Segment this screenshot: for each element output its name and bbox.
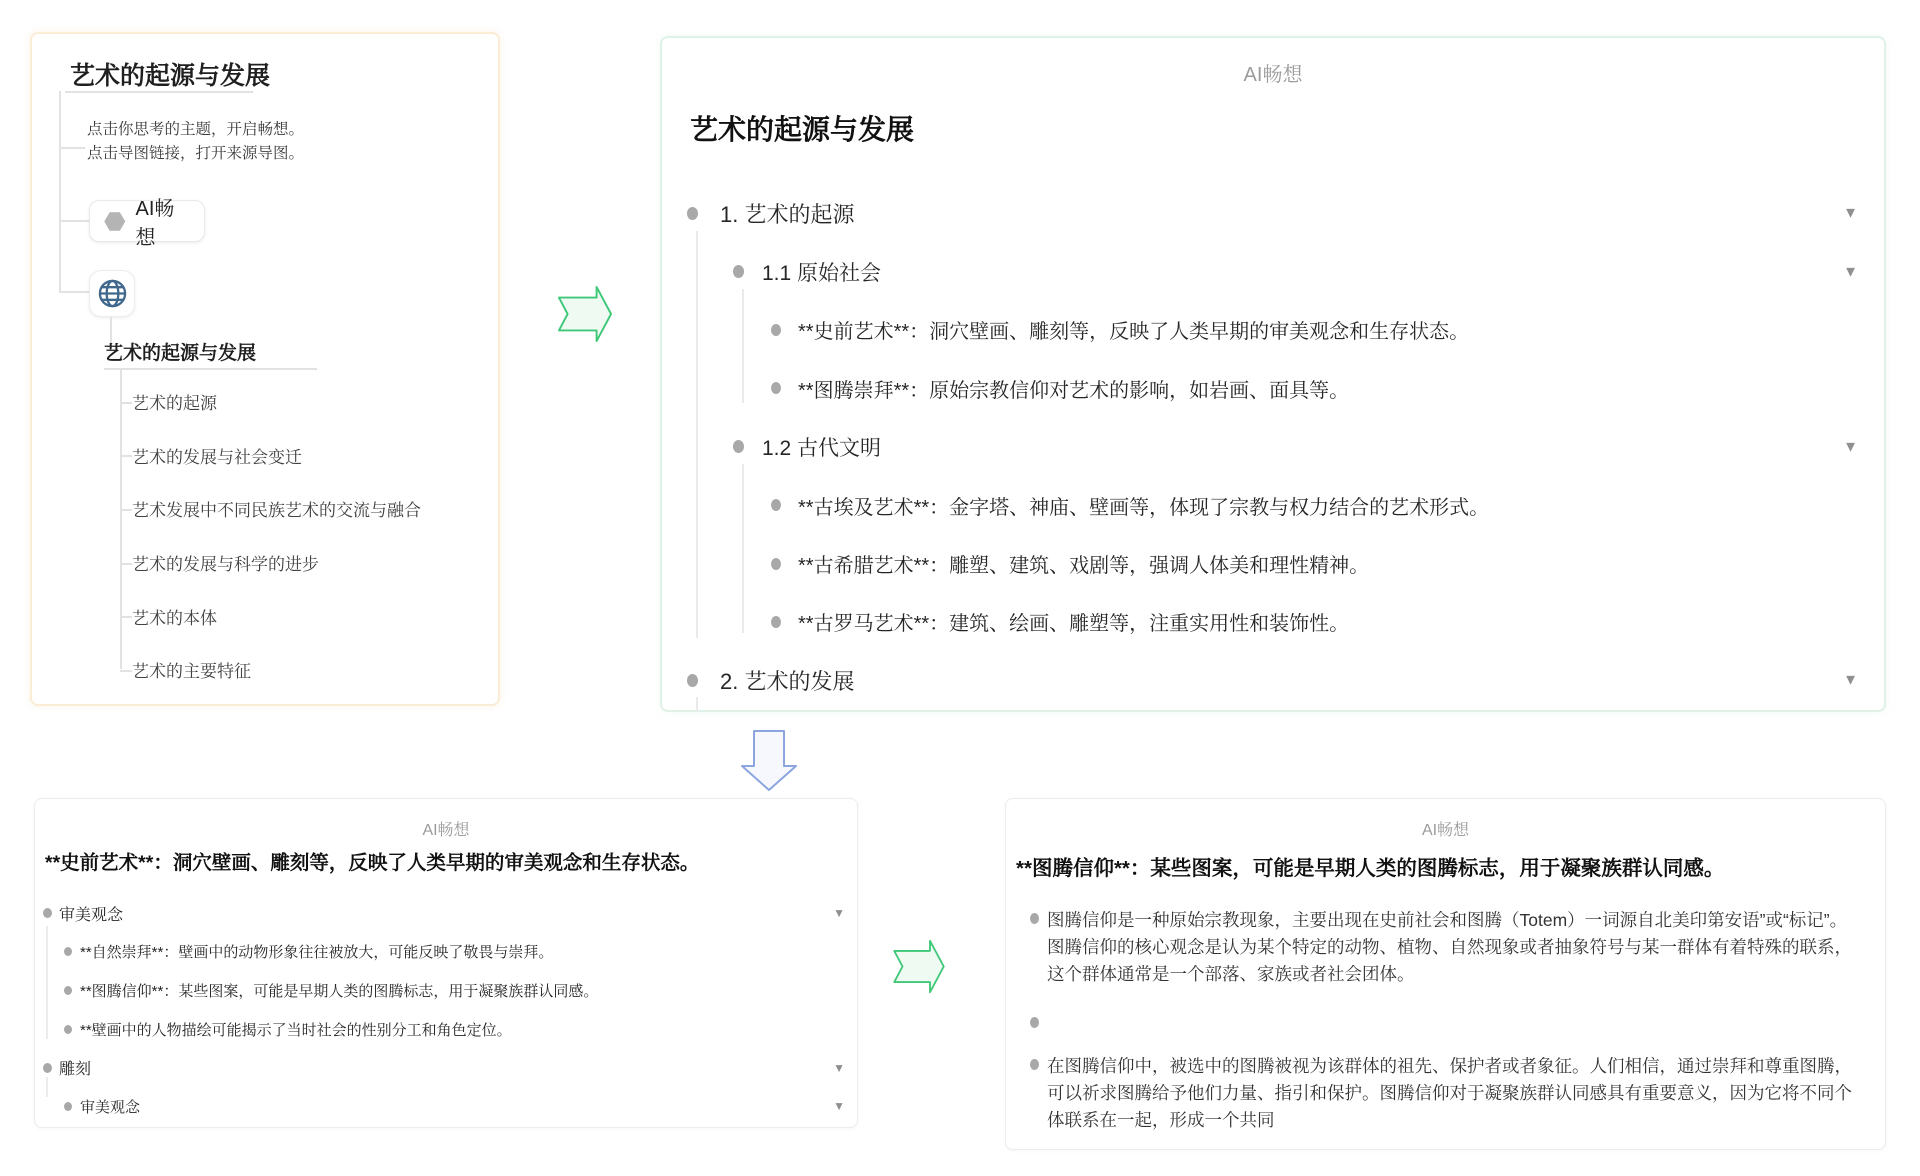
outline-row[interactable] (662, 184, 1884, 242)
hint-text (87, 118, 304, 166)
row-label[interactable]: **图腾信仰**：某些图案，可能是早期人类的图腾标志，用于凝聚族群认同感。 (80, 982, 599, 1000)
outline-row[interactable] (662, 359, 1884, 417)
outline-row[interactable] (35, 1010, 857, 1049)
row-label[interactable]: 1.2 古代文明 (762, 436, 882, 460)
paragraph-text: 图腾信仰是一种原始宗教现象，主要出现在史前社会和图腾（Totem）一词源自北美印第安语”或“标记”。图腾信仰的核心观念是认为某个特定的动物、植物、自然现象或者抽象符号与某一群体有着特殊的联系，这个群体通常是一个部落、家族或者社会团体。 (1047, 910, 1852, 984)
globe-icon (97, 278, 128, 309)
detail-panel-prehistoric (34, 798, 858, 1128)
node-underline (104, 368, 317, 370)
tree-connector (120, 368, 122, 669)
row-label[interactable]: **古罗马艺术**：建筑、绘画、雕塑等，注重实用性和装饰性。 (798, 613, 1350, 636)
tree-connector (59, 91, 61, 292)
mindmap-item[interactable]: 艺术的本体 (132, 589, 490, 643)
collapse-caret-icon[interactable]: ▼ (1843, 204, 1858, 222)
mindmap-item[interactable]: 艺术的起源 (132, 375, 490, 429)
mindmap-panel (30, 32, 500, 706)
bullet-icon (64, 947, 72, 956)
flow-arrow-down-icon (740, 729, 798, 792)
row-label[interactable]: 审美观念 (80, 1098, 141, 1116)
bullet-icon (43, 1063, 52, 1073)
tree-connector (59, 291, 89, 293)
outline-row[interactable] (35, 1048, 857, 1087)
collapse-caret-icon[interactable]: ▼ (833, 1099, 845, 1114)
paragraph-item[interactable] (1030, 907, 1859, 988)
row-label[interactable]: 雕刻 (59, 1061, 92, 1079)
ai-outline-panel (660, 36, 1886, 712)
row-label[interactable]: 审美观念 (59, 906, 124, 924)
hint-line: 点击你思考的主题，开启畅想。 (87, 121, 305, 138)
flow-arrow-right-icon (557, 284, 613, 344)
outline-row[interactable] (35, 971, 857, 1010)
collapse-caret-icon[interactable]: ▼ (833, 1060, 845, 1075)
row-label[interactable]: **自然崇拜**：壁画中的动物形象往往被放大，可能反映了敬畏与崇拜。 (80, 944, 554, 962)
outline-row[interactable] (35, 1087, 857, 1126)
hexagon-icon (103, 209, 127, 234)
tree-connector (59, 147, 85, 149)
outline-row[interactable] (662, 593, 1884, 651)
panel-header: AI畅想 (1243, 64, 1303, 86)
detail-title: **图腾信仰**：某些图案，可能是早期人类的图腾标志，用于凝聚族群认同感。 (1016, 857, 1725, 880)
mindmap-root-title[interactable]: 艺术的起源与发展 (70, 62, 271, 90)
row-label[interactable]: **史前艺术**：洞穴壁画、雕刻等，反映了人类早期的审美观念和生存状态。 (798, 321, 1470, 344)
outline-row[interactable] (662, 651, 1884, 709)
paragraph-item[interactable] (1030, 1011, 1859, 1028)
mindmap-item-list (132, 375, 490, 697)
subtree-title[interactable]: 艺术的起源与发展 (104, 343, 257, 364)
outline-row[interactable] (35, 933, 857, 972)
ai-imagine-node[interactable] (89, 198, 205, 249)
mindmap-item[interactable]: 艺术发展中不同民族艺术的交流与融合 (132, 482, 490, 536)
ai-node-label: AI畅想 (135, 198, 175, 249)
bullet-icon (771, 499, 781, 511)
bullet-icon (771, 558, 781, 570)
detail-panel-totem (1005, 798, 1886, 1150)
outline-title: 艺术的起源与发展 (690, 114, 915, 145)
row-label[interactable]: **壁画中的人物描绘可能揭示了当时社会的性别分工和角色定位。 (80, 1021, 512, 1039)
row-label[interactable]: 1.1 原始社会 (762, 261, 882, 285)
collapse-caret-icon[interactable]: ▼ (1843, 671, 1858, 689)
collapse-caret-icon[interactable]: ▼ (833, 906, 845, 921)
bullet-icon (1030, 1017, 1039, 1028)
bullet-icon (64, 986, 72, 995)
outline-row-list (662, 184, 1884, 710)
bullet-icon (1030, 913, 1039, 924)
outline-row[interactable] (662, 301, 1884, 359)
outline-row[interactable] (662, 418, 1884, 476)
outline-row[interactable] (662, 242, 1884, 300)
paragraph-item[interactable] (1030, 1053, 1859, 1134)
bullet-icon (687, 207, 698, 220)
bullet-icon (64, 1102, 72, 1111)
paragraph-text: 在图腾信仰中，被选中的图腾被视为该群体的祖先、保护者或者象征。人们相信，通过崇拜和尊重图腾，可以祈求图腾给予他们力量、指引和保护。图腾信仰对于凝聚族群认同感具有重要意义，因为它将不同个体联系在一起，形成一个共同 (1047, 1056, 1852, 1130)
hint-line: 点击导图链接，打开来源导图。 (87, 145, 305, 162)
collapse-caret-icon[interactable]: ▼ (1843, 263, 1858, 281)
detail-row-list (35, 894, 857, 1126)
flow-arrow-right-icon (891, 939, 947, 994)
bullet-icon (771, 324, 781, 336)
bullet-icon (733, 440, 744, 453)
outline-row[interactable] (662, 476, 1884, 534)
bullet-icon (43, 908, 52, 918)
collapse-caret-icon[interactable]: ▼ (1843, 438, 1858, 456)
row-label[interactable]: 1. 艺术的起源 (720, 201, 855, 227)
globe-node[interactable] (89, 270, 135, 317)
mindmap-item[interactable]: 艺术的发展与社会变迁 (132, 429, 490, 483)
bullet-icon (687, 674, 698, 687)
row-label[interactable]: 2. 艺术的发展 (720, 668, 855, 694)
bullet-icon (64, 1025, 72, 1034)
mindmap-item[interactable]: 艺术的发展与科学的进步 (132, 536, 490, 590)
bullet-icon (771, 382, 781, 394)
bullet-icon (1030, 1059, 1039, 1070)
outline-row[interactable] (662, 534, 1884, 592)
row-label[interactable]: **古埃及艺术**：金字塔、神庙、壁画等，体现了宗教与权力结合的艺术形式。 (798, 496, 1490, 519)
panel-header: AI畅想 (1421, 822, 1470, 839)
outline-row[interactable] (35, 894, 857, 933)
bullet-icon (771, 616, 781, 628)
bullet-icon (733, 265, 744, 278)
row-label[interactable]: **图腾崇拜**：原始宗教信仰对艺术的影响，如岩画、面具等。 (798, 379, 1350, 402)
panel-header: AI畅想 (422, 822, 470, 839)
detail-title: **史前艺术**：洞穴壁画、雕刻等，反映了人类早期的审美观念和生存状态。 (45, 852, 700, 874)
tree-connector (59, 220, 89, 222)
node-underline (65, 91, 253, 93)
mindmap-item[interactable]: 艺术的主要特征 (132, 643, 490, 697)
row-label[interactable]: **古希腊艺术**：雕塑、建筑、戏剧等，强调人体美和理性精神。 (798, 555, 1370, 578)
